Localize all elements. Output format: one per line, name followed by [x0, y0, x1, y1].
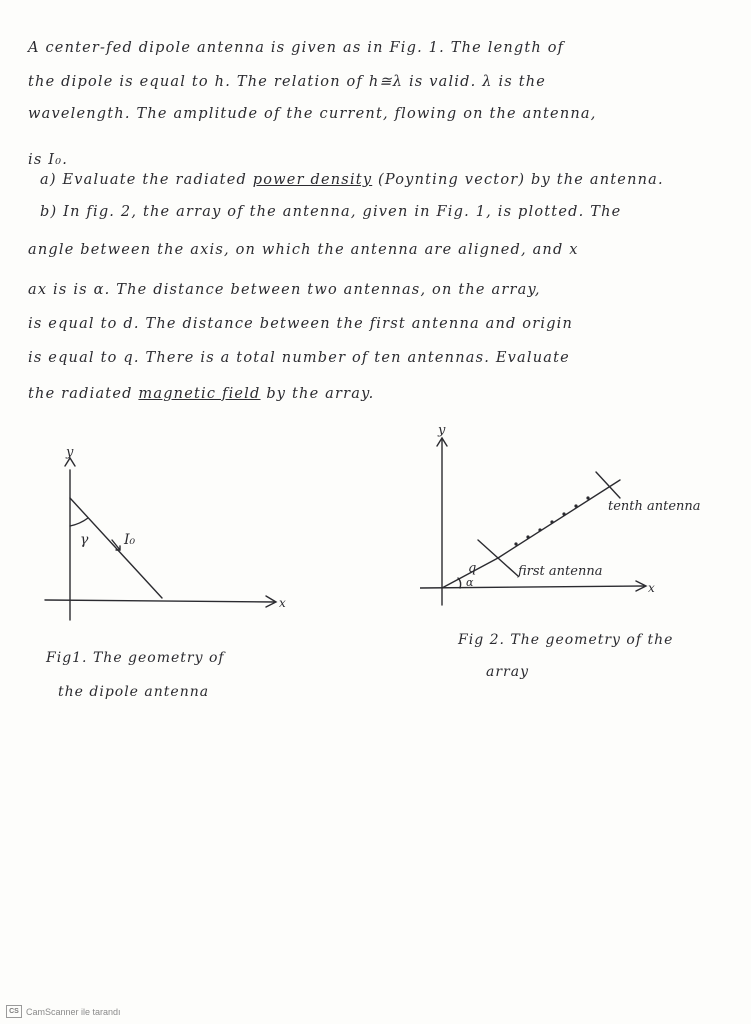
- fig2-x-label: x: [648, 581, 655, 595]
- part-b-line-6: [28, 386, 728, 402]
- fig1-caption-line-1: Fig1. The geometry of: [46, 650, 225, 666]
- fig2-x-axis: [420, 586, 645, 588]
- fig2-y-label: y: [438, 423, 446, 438]
- fig2-alpha-label: α: [466, 576, 474, 589]
- part-a-text-before: a) Evaluate the radiated: [40, 172, 253, 188]
- part-b-text-after: by the array.: [260, 386, 375, 402]
- text-line-4: is I₀.: [28, 152, 69, 168]
- camscanner-logo-icon: CS: [6, 1005, 22, 1018]
- text-line-1: A center-fed dipole antenna is given as in Fig. 1. The length of: [28, 40, 565, 56]
- text-line-2: the dipole is equal to h. The relation of h≅λ is valid. λ is the: [28, 74, 547, 90]
- fig1-caption-line-2: the dipole antenna: [58, 684, 210, 700]
- part-b-line-4: is equal to d. The distance between the first antenna and origin: [28, 316, 574, 332]
- fig1-x-axis: [45, 600, 275, 602]
- part-a-power-density: power density: [252, 172, 373, 188]
- part-b-magnetic-field: magnetic field: [138, 386, 261, 402]
- part-b-line-2: angle between the axis, on which the antenna are aligned, and x: [28, 242, 579, 258]
- fig2-tenth-antenna: [596, 472, 620, 498]
- part-b-text-before: the radiated: [28, 386, 139, 402]
- fig2-q-label: q: [468, 561, 477, 576]
- camscanner-text: CamScanner ile tarandı: [26, 1006, 121, 1017]
- fig2-caption-line-2: array: [486, 664, 529, 680]
- fig2-array-axis: [498, 480, 620, 558]
- fig1-y-label: y: [66, 445, 74, 460]
- fig2-first-label: first antenna: [518, 564, 603, 579]
- fig1-x-label: x: [279, 596, 286, 610]
- part-a-line: [40, 172, 740, 188]
- fig1-angle-label: γ: [80, 532, 89, 548]
- fig1-current-label: I₀: [124, 532, 136, 548]
- text-line-3: wavelength. The amplitude of the current, flowing on the antenna,: [28, 106, 597, 122]
- part-b-line-5: is equal to q. There is a total number of ten antennas. Evaluate: [28, 350, 570, 366]
- fig2-tenth-label: tenth antenna: [608, 499, 701, 514]
- fig1-dipole: [70, 498, 162, 598]
- fig1-angle-arc: [70, 518, 88, 526]
- fig2-caption-line-1: Fig 2. The geometry of the: [458, 632, 674, 648]
- part-b-line-3: ax is is α. The distance between two antennas, on the array,: [28, 282, 541, 298]
- fig2-diagram: [420, 420, 740, 620]
- part-b-line-1: b) In fig. 2, the array of the antenna, given in Fig. 1, is plotted. The: [40, 204, 622, 220]
- fig2-dots: [514, 496, 589, 545]
- fig1-diagram: [30, 440, 310, 630]
- camscanner-watermark: [6, 1005, 121, 1018]
- fig2-alpha-arc: [458, 578, 461, 588]
- part-a-text-after: (Poynting vector) by the antenna.: [372, 172, 664, 188]
